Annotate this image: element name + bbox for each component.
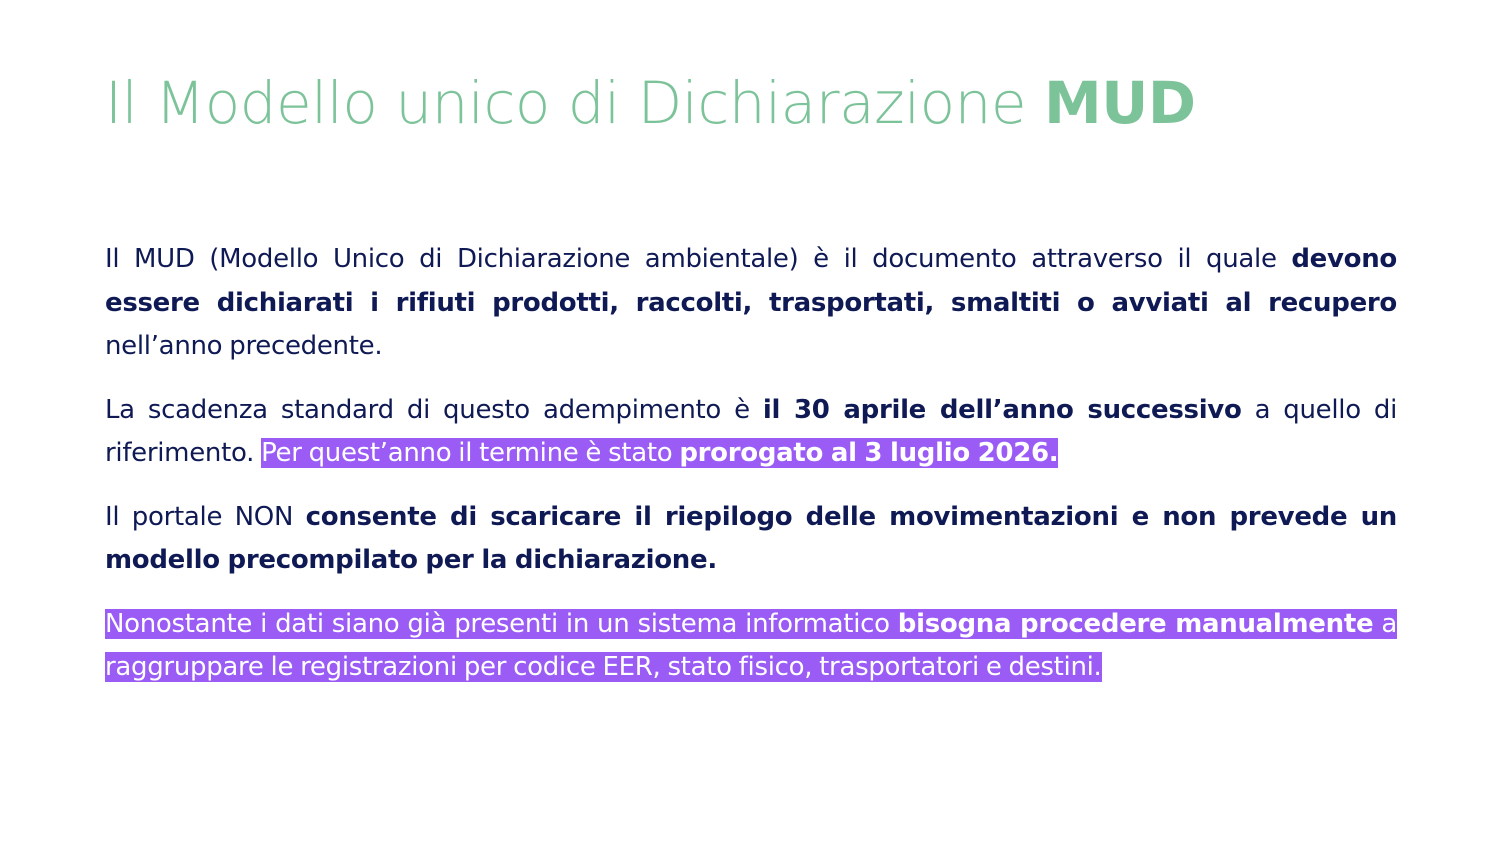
p3-text: Il portale NON [105,501,306,532]
p2-highlight-bold: prorogato al 3 luglio 2026. [679,438,1059,468]
paragraph-mud-definition [105,238,1397,369]
title-bold: MUD [1044,69,1196,137]
p3-bold: consente di scaricare il riepilogo delle movimentazioni e non prevede un modello precompilato per la dichiarazione. [105,501,1398,575]
paragraph-manual [105,603,1397,690]
paragraph-portal [105,496,1397,583]
p1-tail: nell’anno precedente. [105,331,383,361]
p2-bold: il 30 aprile dell’anno successivo [762,394,1242,425]
slide-title [105,66,1196,140]
slide-body [105,238,1397,710]
p1-text: Il MUD (Modello Unico di Dichiarazione ambientale) è il documento attraverso il quale [105,244,1292,274]
p2-highlight: Per quest’anno il termine è stato [261,438,680,468]
p1-bold: devono essere dichiarati i rifiuti prodotti, raccolti, trasportati, smaltiti o avviati al recupero [105,244,1397,318]
p4-highlight-tail: a raggruppare le registrazioni per codice EER, stato fisico, trasportatori e destini. [105,608,1398,682]
p2-text: La scadenza standard di questo adempimento è [105,394,763,425]
p2-middle: a quello di riferimento. [105,394,1398,468]
title-light: Il Modello unico di Dichiarazione [105,69,1045,137]
paragraph-deadline [105,389,1397,476]
p4-highlight-bold: bisogna procedere manualmente [897,608,1374,639]
p4-highlight: Nonostante i dati siano già presenti in un sistema informatico [105,608,898,639]
